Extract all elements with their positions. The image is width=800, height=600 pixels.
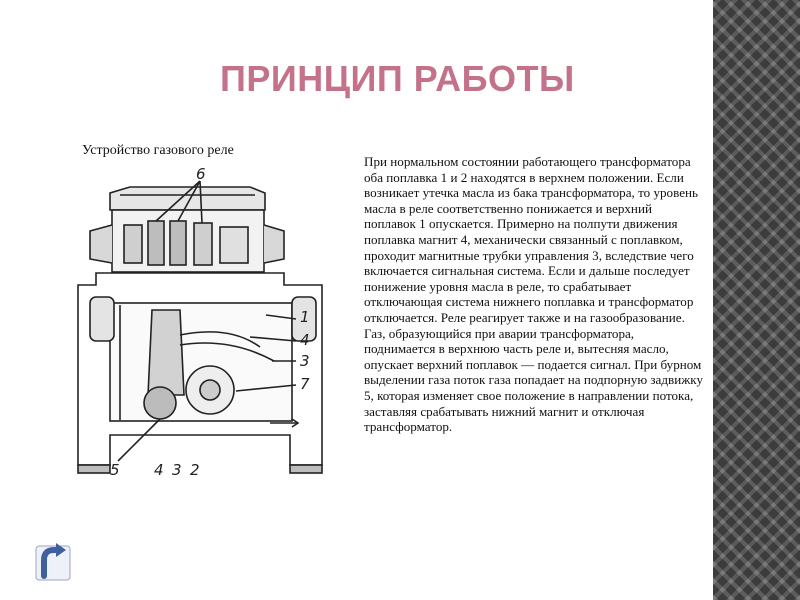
gas-relay-diagram [60,165,340,485]
decorative-pattern-strip [713,0,800,600]
diagram-label-4: 4 [300,331,310,349]
body-text: При нормальном состоянии работающего трансформатора оба поплавка 1 и 2 находятся в верхнем положении. Если возникает утечка масла из бака трансформатора, то уровень масла в реле соответственно понижается и верхний поплавок 1 опускается. Примерно на полпути движения поплавка магнит 4, механически связанный с поплавком, проходит магнитные трубки управления 3, вследствие чего включается сигнальная система. Если и дальше последует понижение уровня масла в реле, то срабатывает отключающая система нижнего поплавка и трансформатор отключается. Реле реагирует также и на газообразование. Газ, образующийся при аварии трансформатора, поднимается в верхнюю часть реле и, вытесняя масло, опускает верхний поплавок — подается сигнал. При бурном выделении газа поток газа попадает на подпорную задвижку 5, которая изменяет свое положение в направлении потока, заставляя срабатывать нижний магнит и отключая трансформатор. [364,154,703,435]
diagram-label-1: 1 [300,308,310,326]
diagram-label-5: 5 [110,461,120,479]
return-arrow-icon[interactable] [32,540,74,582]
slide-title: ПРИНЦИП РАБОТЫ [220,58,575,99]
diagram-label-7: 7 [300,375,310,393]
diagram-label-bottom-4: 4 [154,461,164,479]
figure-caption: Устройство газового реле [82,143,234,158]
diagram-label-6: 6 [196,165,206,183]
diagram-label-3: 3 [300,352,310,370]
diagram-label-bottom-3: 3 [172,461,182,479]
diagram-label-bottom-2: 2 [190,461,200,479]
